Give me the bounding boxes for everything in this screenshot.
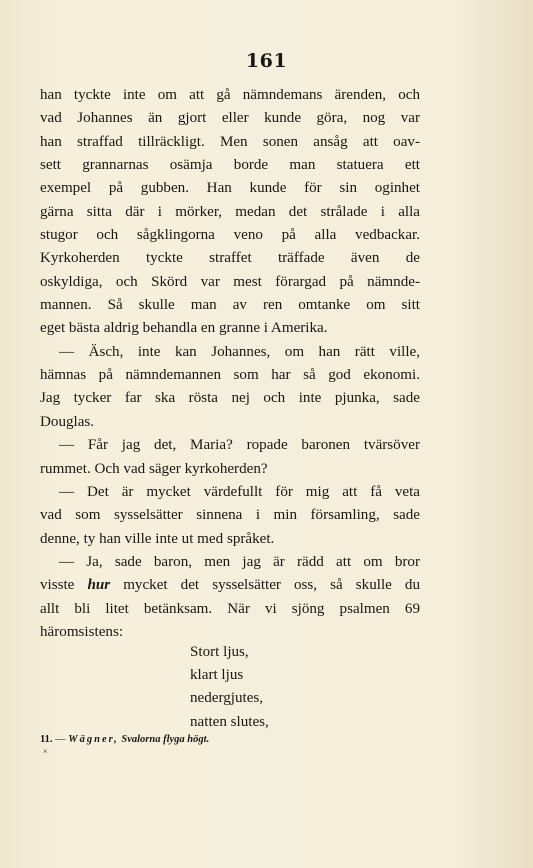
text-line: häromsistens: — [40, 623, 124, 640]
poem-line: Stort ljus, — [190, 644, 249, 660]
body-text — [40, 84, 420, 644]
text-line: — Får jag det, Maria? ropade baronen tvärsöver — [59, 437, 420, 454]
footnote-title: Svalorna flyga högt. — [118, 734, 210, 745]
text-line: vad Johannes än gjort eller kunde göra, nog var — [40, 110, 420, 127]
text-line: oskyldiga, och Skörd var mest förargad på nämnde- — [40, 273, 420, 290]
text-line: han tyckte inte om att gå nämndemans ärenden, och — [40, 87, 420, 103]
signature-footnote — [40, 734, 210, 756]
text-fragment: visste — [40, 577, 88, 594]
text-line: eget bästa aldrig behandla en granne i Amerika. — [40, 320, 328, 337]
text-fragment: mycket det sysselsätter oss, så skulle du — [110, 577, 420, 594]
signature-number: 11. — [40, 734, 53, 745]
text-line: gärna sitta där i mörker, medan det strålade i alla — [40, 203, 420, 220]
text-line: exempel på gubben. Han kunde för sin oginhet — [40, 180, 420, 197]
text-line: Jag tycker far ska rösta nej och inte pjunka, sade — [40, 390, 420, 407]
text-line: hämnas på nämndemannen som har så god ekonomi. — [40, 367, 420, 384]
emphasized-word: hur — [87, 577, 111, 594]
text-line: allt bli litet betänksam. När vi sjöng psalmen 69 — [40, 600, 420, 617]
text-line: sett grannarnas osämja borde man statuera ett — [40, 157, 420, 174]
signature-mark: × — [43, 747, 48, 756]
text-line: — Äsch, inte kan Johannes, om han rätt ville, — [59, 343, 420, 360]
text-line: — Det är mycket värdefullt för mig att få veta — [59, 483, 420, 500]
text-line: Douglas. — [40, 413, 95, 430]
text-line: stugor och sågklingorna veno på alla vedbackar. — [40, 227, 420, 244]
text-line: vad som sysselsätter sinnena i min församling, sade — [40, 507, 420, 524]
text-line: denne, ty han ville inte ut med språket. — [40, 530, 275, 547]
text-line: mannen. Så skulle man av ren omtanke om sitt — [40, 297, 420, 314]
poem-line: nedergjutes, — [190, 690, 264, 707]
text-line: rummet. Och vad säger kyrkoherden? — [40, 460, 268, 477]
text-line: Kyrkoherden tyckte straffet träffade även de — [40, 250, 420, 267]
poem-line: klart ljus — [190, 667, 244, 684]
footnote-author: Wägner, — [68, 734, 119, 745]
poem-line: natten slutes, — [190, 713, 269, 730]
footnote-dash: — — [52, 734, 69, 745]
page-number: 161 — [245, 50, 288, 72]
text-line — [40, 574, 420, 597]
text-line: — Ja, sade baron, men jag är rädd att om bror — [59, 553, 420, 570]
poem-stanza — [190, 641, 269, 734]
text-line: han straffad tillräckligt. Men sonen ansåg att oav- — [40, 133, 420, 150]
